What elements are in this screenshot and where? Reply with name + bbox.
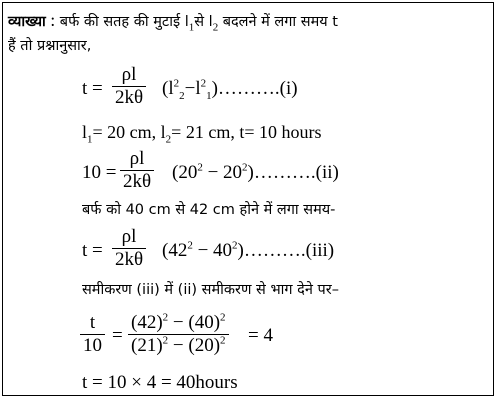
text-part-1: बर्फ की सतह की मुटाई l bbox=[59, 14, 189, 30]
ratio-rhs-fraction bbox=[128, 312, 229, 357]
given-values: $l_1= 20$ cm, $l_2= 21$ cm, t= 10 hours bbox=[82, 122, 322, 146]
eq1-rhs: $(l^2_2-l^2_1)\dots\dots\dots.(i)$ bbox=[162, 77, 298, 102]
eq3-fraction bbox=[112, 226, 146, 271]
eq1-fraction bbox=[112, 64, 146, 109]
ratio-result: = 4 bbox=[248, 325, 273, 346]
sub-1: 1 bbox=[188, 21, 195, 34]
divide-instruction: समीकरण (iii) में (ii) समीकरण से भाग देने पर– bbox=[82, 282, 339, 298]
ratio-rhs-numerator: $(42)^2 - (40)^2$ bbox=[131, 311, 226, 333]
label-colon: : bbox=[50, 10, 56, 30]
eq3-rhs: ($42^2$ − $40^2)\dots\dots\dots.(iii)$ bbox=[162, 239, 335, 261]
eq3-numerator: ρl bbox=[121, 226, 137, 247]
eq2-rhs: ($20^2$ − $20^2)\dots\dots\dots.(ii)$ bbox=[172, 161, 339, 183]
text-part-2: से l bbox=[194, 14, 213, 30]
explanation-label: व्याख्या bbox=[8, 14, 46, 30]
ratio-lhs-numerator: t bbox=[89, 312, 96, 333]
eq2-numerator: ρl bbox=[129, 148, 145, 169]
eq1-numerator: ρl bbox=[121, 64, 137, 85]
final-answer: t = 10 × 4 = 40hours bbox=[82, 372, 238, 393]
eq3-lhs: t = bbox=[82, 240, 103, 261]
eq1-denominator: 2kθ bbox=[112, 86, 146, 109]
text-part-3: बदलने में लगा समय t bbox=[222, 14, 338, 30]
ratio-rhs-denominator: $(21)^2 - (20)^2$ bbox=[128, 334, 229, 357]
eq2-lhs: 10 = bbox=[82, 162, 117, 183]
explanation-line-2: हैं तो प्रश्नानुसार, bbox=[8, 38, 92, 54]
ratio-equals: = bbox=[112, 325, 123, 346]
eq3-denominator: 2kθ bbox=[112, 248, 146, 271]
eq2-fraction bbox=[120, 148, 154, 193]
ratio-lhs-denominator: 10 bbox=[80, 334, 105, 357]
sub-2: 2 bbox=[212, 21, 219, 34]
eq1-lhs: t = bbox=[82, 78, 103, 99]
ratio-lhs-fraction bbox=[80, 312, 105, 357]
eq2-denominator: 2kθ bbox=[120, 170, 154, 193]
explanation-line-1 bbox=[8, 10, 338, 32]
ice-growth-line: बर्फ को 40 cm से 42 cm होने में लगा समय- bbox=[82, 202, 336, 218]
